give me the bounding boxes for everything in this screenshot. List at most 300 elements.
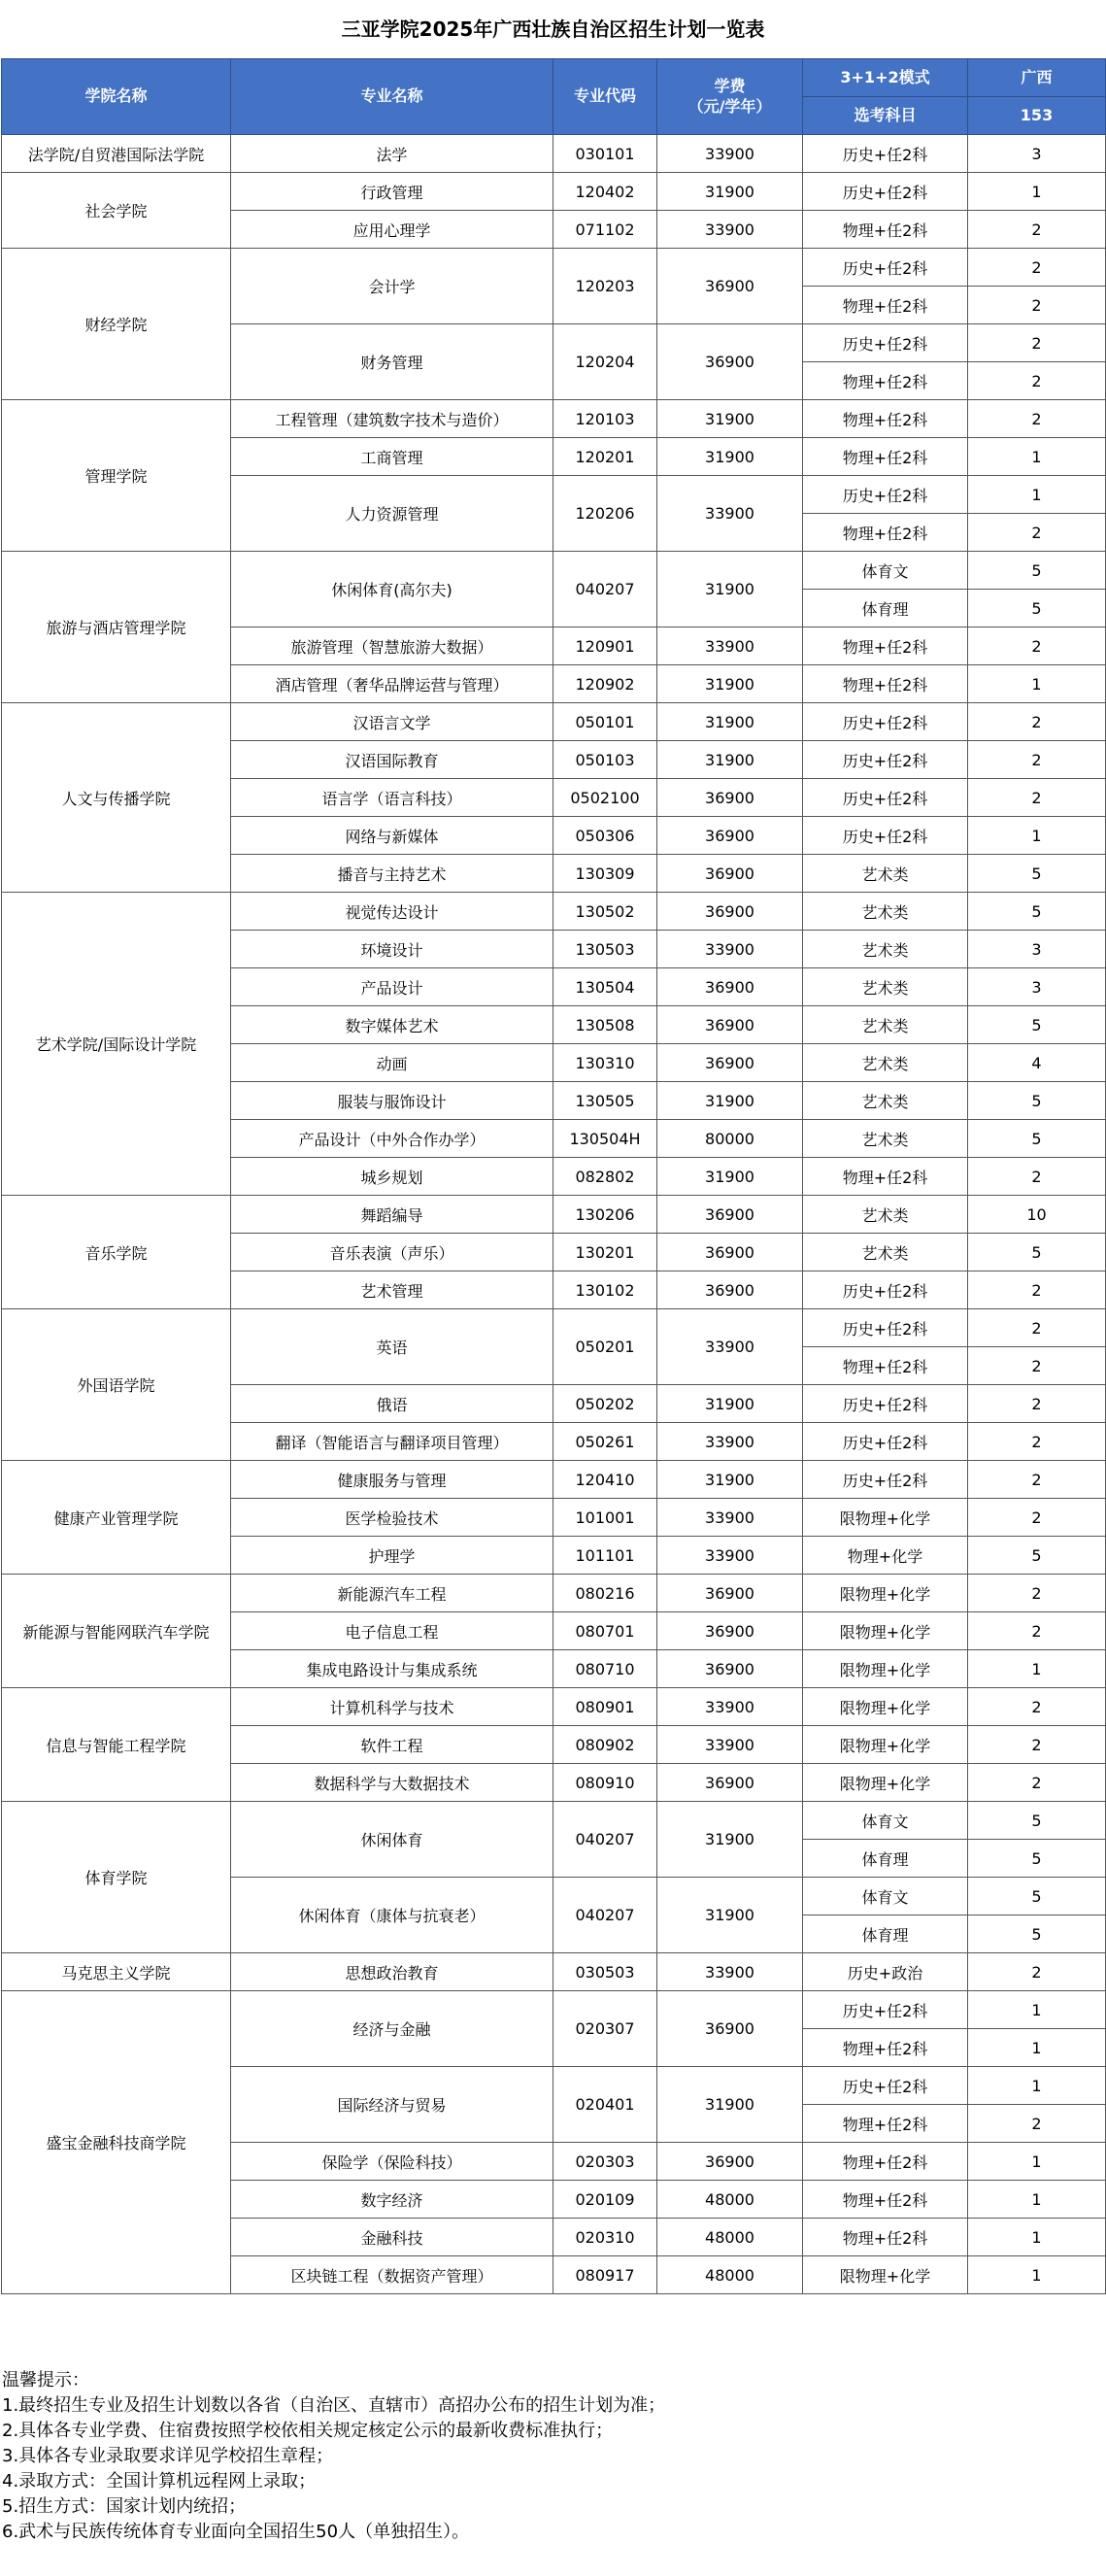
subject-cell: 物理+任2科 — [803, 211, 968, 249]
subject-cell: 物理+任2科 — [803, 438, 968, 476]
major-code-cell: 050101 — [553, 703, 657, 741]
subject-cell: 物理+任2科 — [803, 1158, 968, 1196]
major-code-cell: 020310 — [553, 2219, 657, 2256]
major-code-cell: 050103 — [553, 741, 657, 779]
subject-cell: 物理+任2科 — [803, 2029, 968, 2067]
major-code-cell: 080710 — [553, 1650, 657, 1688]
major-code-cell: 082802 — [553, 1158, 657, 1196]
notes-heading: 温馨提示： — [2, 2370, 89, 2390]
major-code-cell: 050201 — [553, 1309, 657, 1385]
tuition-cell: 36900 — [657, 1196, 803, 1234]
college-name-cell: 管理学院 — [2, 400, 231, 552]
subject-cell: 物理+任2科 — [803, 2143, 968, 2181]
header-region: 广西 — [968, 59, 1106, 97]
tuition-cell: 36900 — [657, 779, 803, 817]
major-name-cell: 数字媒体艺术 — [231, 1006, 553, 1044]
plan-count-cell: 2 — [968, 1271, 1106, 1309]
major-code-cell: 120402 — [553, 173, 657, 211]
major-code-cell: 050261 — [553, 1423, 657, 1461]
major-name-cell: 休闲体育 — [231, 1802, 553, 1878]
college-name-cell: 体育学院 — [2, 1802, 231, 1953]
header-total: 153 — [968, 97, 1106, 135]
major-name-cell: 医学检验技术 — [231, 1499, 553, 1537]
major-name-cell: 思想政治教育 — [231, 1953, 553, 1991]
major-code-cell: 130508 — [553, 1006, 657, 1044]
table-row — [2, 1688, 1106, 1726]
major-code-cell: 120206 — [553, 476, 657, 552]
plan-count-cell: 5 — [968, 590, 1106, 627]
major-code-cell: 130502 — [553, 893, 657, 931]
major-name-cell: 金融科技 — [231, 2219, 553, 2256]
header-fee: 学费 （元/学年） — [657, 59, 803, 135]
tuition-cell: 33900 — [657, 1726, 803, 1764]
major-code-cell: 020401 — [553, 2067, 657, 2143]
plan-count-cell: 5 — [968, 855, 1106, 893]
plan-count-cell: 3 — [968, 968, 1106, 1006]
major-name-cell: 健康服务与管理 — [231, 1461, 553, 1499]
subject-cell: 限物理+化学 — [803, 1650, 968, 1688]
plan-count-cell: 1 — [968, 665, 1106, 703]
plan-count-cell: 2 — [968, 211, 1106, 249]
major-name-cell: 集成电路设计与集成系统 — [231, 1650, 553, 1688]
major-code-cell: 120103 — [553, 400, 657, 438]
subject-cell: 限物理+化学 — [803, 1612, 968, 1650]
plan-count-cell: 5 — [968, 1878, 1106, 1915]
header-subject: 选考科目 — [803, 97, 968, 135]
college-name-cell: 法学院/自贸港国际法学院 — [2, 135, 231, 173]
tuition-cell: 36900 — [657, 1764, 803, 1802]
subject-cell: 体育文 — [803, 552, 968, 590]
major-code-cell: 0502100 — [553, 779, 657, 817]
tuition-cell: 33900 — [657, 135, 803, 173]
tuition-cell: 31900 — [657, 703, 803, 741]
tuition-cell: 33900 — [657, 1953, 803, 1991]
major-code-cell: 130504 — [553, 968, 657, 1006]
major-name-cell: 应用心理学 — [231, 211, 553, 249]
major-name-cell: 网络与新媒体 — [231, 817, 553, 855]
major-code-cell: 120204 — [553, 324, 657, 400]
subject-cell: 物理+任2科 — [803, 627, 968, 665]
major-name-cell: 数字经济 — [231, 2181, 553, 2219]
major-name-cell: 会计学 — [231, 249, 553, 324]
tuition-cell: 48000 — [657, 2181, 803, 2219]
subject-cell: 体育理 — [803, 590, 968, 627]
tuition-cell: 33900 — [657, 1309, 803, 1385]
table-row — [2, 1802, 1106, 1840]
plan-count-cell: 5 — [968, 1802, 1106, 1840]
plan-count-cell: 2 — [968, 249, 1106, 287]
major-code-cell: 080910 — [553, 1764, 657, 1802]
header-mode: 3+1+2模式 — [803, 59, 968, 97]
major-name-cell: 服装与服饰设计 — [231, 1082, 553, 1120]
plan-count-cell: 2 — [968, 703, 1106, 741]
major-name-cell: 翻译（智能语言与翻译项目管理） — [231, 1423, 553, 1461]
major-code-cell: 020109 — [553, 2181, 657, 2219]
major-code-cell: 130309 — [553, 855, 657, 893]
major-name-cell: 经济与金融 — [231, 1991, 553, 2067]
subject-cell: 限物理+化学 — [803, 2256, 968, 2294]
major-code-cell: 030101 — [553, 135, 657, 173]
major-name-cell: 视觉传达设计 — [231, 893, 553, 931]
note-line: 3.具体各专业录取要求详见学校招生章程； — [2, 2446, 334, 2466]
plan-count-cell: 5 — [968, 1120, 1106, 1158]
tuition-cell: 31900 — [657, 1461, 803, 1499]
major-code-cell: 080701 — [553, 1612, 657, 1650]
major-name-cell: 护理学 — [231, 1537, 553, 1575]
major-name-cell: 俄语 — [231, 1385, 553, 1423]
major-code-cell: 040207 — [553, 1802, 657, 1878]
major-name-cell: 音乐表演（声乐） — [231, 1234, 553, 1271]
plan-count-cell: 2 — [968, 1423, 1106, 1461]
table-row — [2, 552, 1106, 590]
plan-count-cell: 1 — [968, 2143, 1106, 2181]
plan-count-cell: 1 — [968, 476, 1106, 514]
subject-cell: 艺术类 — [803, 1196, 968, 1234]
major-name-cell: 旅游管理（智慧旅游大数据） — [231, 627, 553, 665]
table-row — [2, 249, 1106, 287]
tuition-cell: 36900 — [657, 1044, 803, 1082]
college-name-cell: 艺术学院/国际设计学院 — [2, 893, 231, 1196]
plan-count-cell: 2 — [968, 1347, 1106, 1385]
major-name-cell: 语言学（语言科技） — [231, 779, 553, 817]
plan-count-cell: 5 — [968, 1082, 1106, 1120]
subject-cell: 艺术类 — [803, 931, 968, 968]
major-name-cell: 动画 — [231, 1044, 553, 1082]
tuition-cell: 33900 — [657, 1688, 803, 1726]
plan-count-cell: 5 — [968, 1840, 1106, 1878]
plan-count-cell: 2 — [968, 1158, 1106, 1196]
subject-cell: 体育理 — [803, 1915, 968, 1953]
tuition-cell: 48000 — [657, 2256, 803, 2294]
major-code-cell: 120410 — [553, 1461, 657, 1499]
note-line: 5.招生方式：国家计划内统招； — [2, 2496, 247, 2517]
major-name-cell: 播音与主持艺术 — [231, 855, 553, 893]
subject-cell: 历史+任2科 — [803, 1385, 968, 1423]
plan-count-cell: 2 — [968, 1385, 1106, 1423]
table-row — [2, 1953, 1106, 1991]
major-name-cell: 计算机科学与技术 — [231, 1688, 553, 1726]
subject-cell: 历史+政治 — [803, 1953, 968, 1991]
major-name-cell: 法学 — [231, 135, 553, 173]
college-name-cell: 健康产业管理学院 — [2, 1461, 231, 1575]
major-name-cell: 软件工程 — [231, 1726, 553, 1764]
major-code-cell: 080917 — [553, 2256, 657, 2294]
subject-cell: 艺术类 — [803, 1234, 968, 1271]
subject-cell: 历史+任2科 — [803, 249, 968, 287]
tuition-cell: 36900 — [657, 2143, 803, 2181]
college-name-cell: 社会学院 — [2, 173, 231, 249]
tuition-cell: 31900 — [657, 741, 803, 779]
plan-count-cell: 1 — [968, 1650, 1106, 1688]
plan-count-cell: 4 — [968, 1044, 1106, 1082]
tuition-cell: 31900 — [657, 400, 803, 438]
subject-cell: 物理+任2科 — [803, 400, 968, 438]
header-college: 学院名称 — [2, 59, 231, 135]
tuition-cell: 31900 — [657, 1385, 803, 1423]
major-code-cell: 030503 — [553, 1953, 657, 1991]
major-name-cell: 舞蹈编导 — [231, 1196, 553, 1234]
subject-cell: 历史+任2科 — [803, 1309, 968, 1347]
major-code-cell: 120201 — [553, 438, 657, 476]
subject-cell: 物理+任2科 — [803, 1347, 968, 1385]
major-name-cell: 电子信息工程 — [231, 1612, 553, 1650]
tuition-cell: 36900 — [657, 1006, 803, 1044]
plan-count-cell: 5 — [968, 1915, 1106, 1953]
major-name-cell: 汉语国际教育 — [231, 741, 553, 779]
page-title: 三亚学院2025年广西壮族自治区招生计划一览表 — [341, 17, 765, 41]
subject-cell: 历史+任2科 — [803, 1423, 968, 1461]
table-row — [2, 135, 1106, 173]
note-line: 1.最终招生专业及招生计划数以各省（自治区、直辖市）高招办公布的招生计划为准； — [2, 2395, 666, 2416]
subject-cell: 物理+任2科 — [803, 2105, 968, 2143]
plan-count-cell: 10 — [968, 1196, 1106, 1234]
major-code-cell: 050202 — [553, 1385, 657, 1423]
plan-count-cell: 1 — [968, 1991, 1106, 2029]
major-name-cell: 数据科学与大数据技术 — [231, 1764, 553, 1802]
major-name-cell: 财务管理 — [231, 324, 553, 400]
major-name-cell: 区块链工程（数据资产管理） — [231, 2256, 553, 2294]
plan-count-cell: 2 — [968, 1575, 1106, 1612]
major-code-cell: 120203 — [553, 249, 657, 324]
tuition-cell: 33900 — [657, 1537, 803, 1575]
major-code-cell: 071102 — [553, 211, 657, 249]
major-code-cell: 120901 — [553, 627, 657, 665]
tuition-cell: 36900 — [657, 1575, 803, 1612]
notes-section — [2, 2368, 1099, 2545]
subject-cell: 艺术类 — [803, 893, 968, 931]
plan-count-cell: 2 — [968, 287, 1106, 324]
college-name-cell: 外国语学院 — [2, 1309, 231, 1461]
major-name-cell: 城乡规划 — [231, 1158, 553, 1196]
table-row — [2, 1575, 1106, 1612]
major-code-cell: 130503 — [553, 931, 657, 968]
major-name-cell: 环境设计 — [231, 931, 553, 968]
table-row — [2, 1461, 1106, 1499]
major-code-cell: 130206 — [553, 1196, 657, 1234]
major-code-cell: 020307 — [553, 1991, 657, 2067]
plan-count-cell: 1 — [968, 2029, 1106, 2067]
plan-count-cell: 2 — [968, 1612, 1106, 1650]
tuition-cell: 31900 — [657, 1158, 803, 1196]
enrollment-plan-table — [1, 58, 1106, 2294]
subject-cell: 历史+任2科 — [803, 1991, 968, 2029]
plan-count-cell: 5 — [968, 552, 1106, 590]
major-name-cell: 汉语言文学 — [231, 703, 553, 741]
subject-cell: 历史+任2科 — [803, 1271, 968, 1309]
plan-count-cell: 2 — [968, 2105, 1106, 2143]
college-name-cell: 马克思主义学院 — [2, 1953, 231, 1991]
tuition-cell: 36900 — [657, 1650, 803, 1688]
tuition-cell: 36900 — [657, 1612, 803, 1650]
plan-count-cell: 2 — [968, 779, 1106, 817]
table-row — [2, 1309, 1106, 1347]
plan-count-cell: 2 — [968, 362, 1106, 400]
subject-cell: 历史+任2科 — [803, 476, 968, 514]
plan-count-cell: 1 — [968, 173, 1106, 211]
plan-count-cell: 1 — [968, 2219, 1106, 2256]
subject-cell: 艺术类 — [803, 1006, 968, 1044]
major-name-cell: 休闲体育(高尔夫) — [231, 552, 553, 627]
plan-count-cell: 2 — [968, 1309, 1106, 1347]
header-major: 专业名称 — [231, 59, 553, 135]
subject-cell: 历史+任2科 — [803, 703, 968, 741]
plan-count-cell: 2 — [968, 1688, 1106, 1726]
major-code-cell: 080216 — [553, 1575, 657, 1612]
subject-cell: 限物理+化学 — [803, 1764, 968, 1802]
plan-count-cell: 5 — [968, 1006, 1106, 1044]
plan-count-cell: 5 — [968, 893, 1106, 931]
tuition-cell: 36900 — [657, 817, 803, 855]
major-code-cell: 130201 — [553, 1234, 657, 1271]
major-name-cell: 酒店管理（奢华品牌运营与管理） — [231, 665, 553, 703]
plan-count-cell: 2 — [968, 1764, 1106, 1802]
subject-cell: 历史+任2科 — [803, 817, 968, 855]
tuition-cell: 80000 — [657, 1120, 803, 1158]
plan-count-cell: 2 — [968, 324, 1106, 362]
subject-cell: 限物理+化学 — [803, 1575, 968, 1612]
major-code-cell: 130504H — [553, 1120, 657, 1158]
table-header — [2, 59, 1106, 135]
subject-cell: 物理+任2科 — [803, 287, 968, 324]
major-name-cell: 产品设计（中外合作办学） — [231, 1120, 553, 1158]
major-code-cell: 040207 — [553, 1878, 657, 1953]
tuition-cell: 33900 — [657, 627, 803, 665]
subject-cell: 物理+任2科 — [803, 2181, 968, 2219]
plan-count-cell: 2 — [968, 1499, 1106, 1537]
major-name-cell: 英语 — [231, 1309, 553, 1385]
subject-cell: 历史+任2科 — [803, 324, 968, 362]
college-name-cell: 盛宝金融科技商学院 — [2, 1991, 231, 2294]
plan-count-cell: 2 — [968, 741, 1106, 779]
plan-count-cell: 5 — [968, 1234, 1106, 1271]
tuition-cell: 33900 — [657, 476, 803, 552]
tuition-cell: 36900 — [657, 968, 803, 1006]
major-code-cell: 101101 — [553, 1537, 657, 1575]
tuition-cell: 33900 — [657, 931, 803, 968]
major-code-cell: 130310 — [553, 1044, 657, 1082]
subject-cell: 体育文 — [803, 1878, 968, 1915]
subject-cell: 艺术类 — [803, 855, 968, 893]
tuition-cell: 36900 — [657, 893, 803, 931]
subject-cell: 历史+任2科 — [803, 2067, 968, 2105]
major-name-cell: 保险学（保险科技） — [231, 2143, 553, 2181]
plan-count-cell: 1 — [968, 2181, 1106, 2219]
major-name-cell: 新能源汽车工程 — [231, 1575, 553, 1612]
plan-count-cell: 1 — [968, 438, 1106, 476]
subject-cell: 体育理 — [803, 1840, 968, 1878]
subject-cell: 艺术类 — [803, 968, 968, 1006]
subject-cell: 物理+任2科 — [803, 2219, 968, 2256]
subject-cell: 限物理+化学 — [803, 1688, 968, 1726]
plan-count-cell: 5 — [968, 1537, 1106, 1575]
plan-count-cell: 1 — [968, 2256, 1106, 2294]
tuition-cell: 33900 — [657, 1499, 803, 1537]
tuition-cell: 31900 — [657, 665, 803, 703]
tuition-cell: 36900 — [657, 324, 803, 400]
note-line: 4.录取方式：全国计算机远程网上录取； — [2, 2471, 317, 2491]
major-name-cell: 行政管理 — [231, 173, 553, 211]
table-row — [2, 703, 1106, 741]
plan-count-cell: 2 — [968, 627, 1106, 665]
major-code-cell: 080901 — [553, 1688, 657, 1726]
major-code-cell: 040207 — [553, 552, 657, 627]
subject-cell: 历史+任2科 — [803, 741, 968, 779]
major-name-cell: 艺术管理 — [231, 1271, 553, 1309]
major-code-cell: 080902 — [553, 1726, 657, 1764]
subject-cell: 限物理+化学 — [803, 1499, 968, 1537]
table-row — [2, 173, 1106, 211]
note-line: 6.武术与民族传统体育专业面向全国招生50人（单独招生）。 — [2, 2522, 470, 2542]
plan-count-cell: 2 — [968, 400, 1106, 438]
plan-count-cell: 1 — [968, 2067, 1106, 2105]
tuition-cell: 33900 — [657, 211, 803, 249]
major-name-cell: 国际经济与贸易 — [231, 2067, 553, 2143]
major-code-cell: 020303 — [553, 2143, 657, 2181]
subject-cell: 体育文 — [803, 1802, 968, 1840]
plan-count-cell: 1 — [968, 817, 1106, 855]
table-row — [2, 893, 1106, 931]
college-name-cell: 旅游与酒店管理学院 — [2, 552, 231, 703]
subject-cell: 历史+任2科 — [803, 1461, 968, 1499]
tuition-cell: 36900 — [657, 1991, 803, 2067]
major-code-cell: 130505 — [553, 1082, 657, 1120]
plan-count-cell: 2 — [968, 1461, 1106, 1499]
college-name-cell: 信息与智能工程学院 — [2, 1688, 231, 1802]
subject-cell: 历史+任2科 — [803, 135, 968, 173]
subject-cell: 艺术类 — [803, 1082, 968, 1120]
note-line: 2.具体各专业学费、住宿费按照学校依相关规定核定公示的最新收费标准执行； — [2, 2421, 614, 2441]
tuition-cell: 36900 — [657, 249, 803, 324]
tuition-cell: 31900 — [657, 2067, 803, 2143]
tuition-cell: 31900 — [657, 173, 803, 211]
tuition-cell: 31900 — [657, 1082, 803, 1120]
college-name-cell: 新能源与智能网联汽车学院 — [2, 1575, 231, 1688]
major-code-cell: 120902 — [553, 665, 657, 703]
tuition-cell: 31900 — [657, 1878, 803, 1953]
plan-count-cell: 2 — [968, 1953, 1106, 1991]
subject-cell: 历史+任2科 — [803, 779, 968, 817]
tuition-cell: 31900 — [657, 552, 803, 627]
table-row — [2, 1196, 1106, 1234]
tuition-cell: 33900 — [657, 1423, 803, 1461]
major-code-cell: 130102 — [553, 1271, 657, 1309]
major-code-cell: 050306 — [553, 817, 657, 855]
major-name-cell: 产品设计 — [231, 968, 553, 1006]
subject-cell: 物理+任2科 — [803, 665, 968, 703]
major-name-cell: 休闲体育（康体与抗衰老） — [231, 1878, 553, 1953]
table-body — [2, 135, 1106, 2294]
subject-cell: 物理+化学 — [803, 1537, 968, 1575]
major-name-cell: 人力资源管理 — [231, 476, 553, 552]
college-name-cell: 人文与传播学院 — [2, 703, 231, 893]
major-code-cell: 101001 — [553, 1499, 657, 1537]
table-row — [2, 1991, 1106, 2029]
tuition-cell: 48000 — [657, 2219, 803, 2256]
plan-count-cell: 2 — [968, 1726, 1106, 1764]
plan-count-cell: 3 — [968, 135, 1106, 173]
plan-count-cell: 3 — [968, 931, 1106, 968]
tuition-cell: 31900 — [657, 438, 803, 476]
college-name-cell: 音乐学院 — [2, 1196, 231, 1309]
major-name-cell: 工程管理（建筑数字技术与造价） — [231, 400, 553, 438]
major-name-cell: 工商管理 — [231, 438, 553, 476]
tuition-cell: 36900 — [657, 855, 803, 893]
header-code: 专业代码 — [553, 59, 657, 135]
tuition-cell: 36900 — [657, 1234, 803, 1271]
subject-cell: 艺术类 — [803, 1044, 968, 1082]
subject-cell: 物理+任2科 — [803, 514, 968, 552]
college-name-cell: 财经学院 — [2, 249, 231, 400]
